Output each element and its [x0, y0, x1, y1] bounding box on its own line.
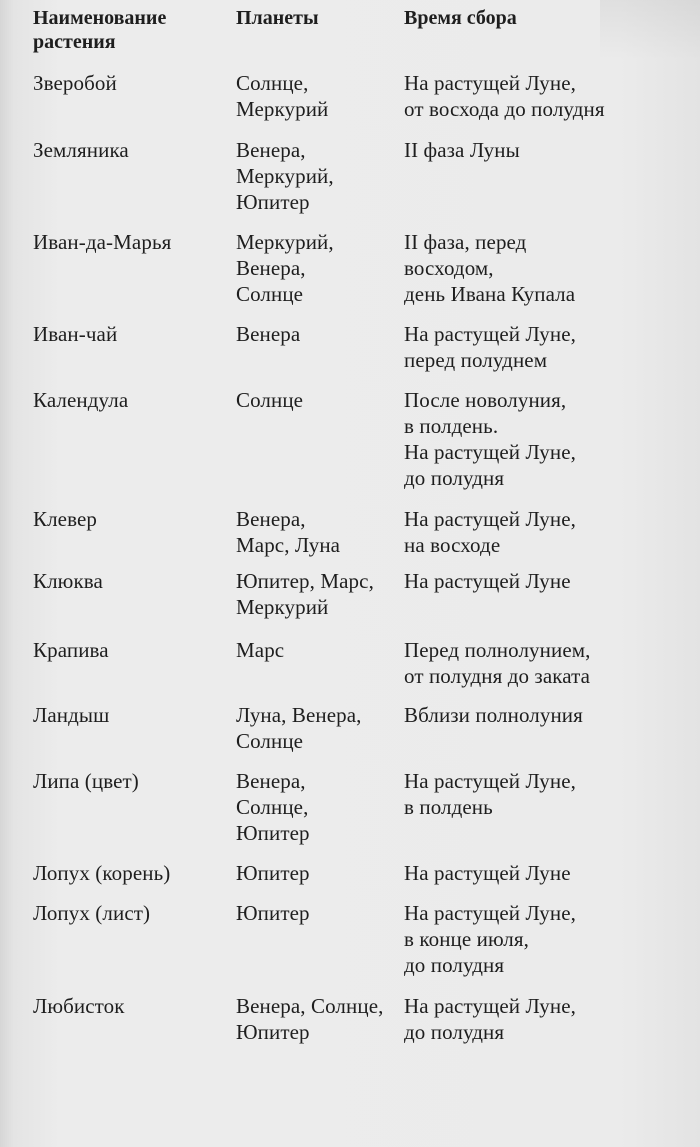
plant-name: Ландыш: [33, 703, 110, 727]
planets-cell: Венера: [236, 322, 301, 346]
collection-time: На растущей Луне, в конце июля, до полудня: [404, 901, 576, 977]
collection-time: На растущей Луне: [404, 569, 571, 593]
plant-name: Любисток: [33, 994, 125, 1018]
plant-name: Клюква: [33, 569, 103, 593]
collection-time: На растущей Луне: [404, 861, 571, 885]
plant-name: Клевер: [33, 507, 98, 531]
table-header: [0, 6, 700, 64]
planets-cell: Венера, Марс, Луна: [236, 507, 341, 557]
planets-cell: Юпитер: [236, 901, 310, 925]
planets-cell: Солнце: [236, 388, 304, 412]
planets-cell: Венера, Солнце, Юпитер: [236, 994, 384, 1044]
planets-cell: Венера, Солнце, Юпитер: [236, 769, 310, 845]
plant-name: Иван-чай: [33, 322, 118, 346]
planets-cell: Солнце, Меркурий: [236, 71, 329, 121]
collection-time: На растущей Луне, в полдень: [404, 769, 576, 819]
planets-cell: Меркурий, Венера, Солнце: [236, 230, 334, 306]
collection-time: На растущей Луне, до полудня: [404, 994, 576, 1044]
planets-cell: Марс: [236, 638, 285, 662]
plant-name: Крапива: [33, 638, 109, 662]
plant-name: Липа (цвет): [33, 769, 139, 793]
plant-name: Календула: [33, 388, 129, 412]
header-plant: Наименование растения: [33, 7, 167, 53]
collection-time: После новолуния, в полдень. На растущей Луне, до полудня: [404, 388, 576, 490]
collection-time: Вблизи полнолуния: [404, 703, 583, 727]
header-planets: Планеты: [236, 7, 319, 29]
planets-cell: Луна, Венера, Солнце: [236, 703, 362, 753]
plant-name: Лопух (лист): [33, 901, 151, 925]
plant-name: Иван-да-Марья: [33, 230, 172, 254]
collection-time: На растущей Луне, перед полуднем: [404, 322, 576, 372]
collection-time: II фаза Луны: [404, 138, 520, 162]
collection-time: На растущей Луне, от восхода до полудня: [404, 71, 605, 121]
planets-cell: Юпитер, Марс, Меркурий: [236, 569, 374, 619]
planets-cell: Юпитер: [236, 861, 310, 885]
header-time: Время сбора: [404, 7, 517, 29]
collection-time: Перед полнолунием, от полудня до заката: [404, 638, 591, 688]
plant-name: Зверобой: [33, 71, 117, 95]
plant-name: Лопух (корень): [33, 861, 171, 885]
collection-time: II фаза, перед восходом, день Ивана Купала: [404, 230, 576, 306]
plant-name: Земляника: [33, 138, 129, 162]
planets-cell: Венера, Меркурий, Юпитер: [236, 138, 334, 214]
collection-time: На растущей Луне, на восходе: [404, 507, 576, 557]
